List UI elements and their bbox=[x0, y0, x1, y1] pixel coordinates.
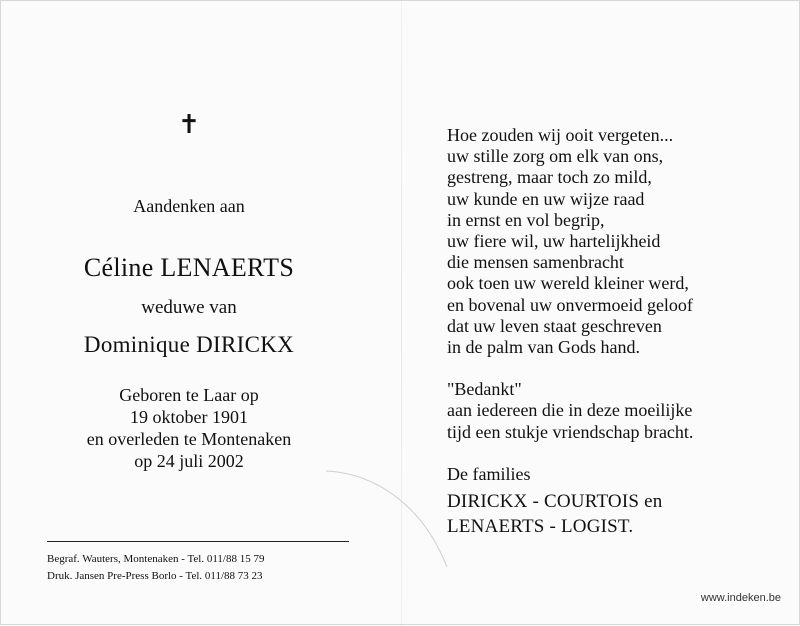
deceased-name: Céline LENAERTS bbox=[83, 253, 295, 282]
family-names: LENAERTS - LOGIST. bbox=[447, 516, 634, 538]
card-fold bbox=[401, 1, 402, 626]
poem-line: en bovenal uw onvermoeid geloof bbox=[447, 294, 693, 315]
families-intro: De families bbox=[447, 464, 531, 484]
thanks-block bbox=[447, 379, 787, 443]
poem-line: in ernst en vol begrip, bbox=[447, 209, 605, 230]
credits-line: Druk. Jansen Pre-Press Borlo - Tel. 011/88 73 23 bbox=[47, 570, 263, 582]
printer-credits bbox=[47, 551, 367, 585]
relation-text: weduwe van bbox=[141, 297, 237, 318]
dates-line: op 24 juli 2002 bbox=[134, 451, 244, 471]
right-panel bbox=[447, 125, 787, 539]
poem-line: gestreng, maar toch zo mild, bbox=[447, 167, 652, 188]
spacer bbox=[447, 443, 787, 464]
website-watermark: www.indeken.be bbox=[700, 592, 781, 604]
poem-line: uw stille zorg om elk van ons, bbox=[447, 146, 664, 167]
life-dates bbox=[29, 384, 349, 472]
spouse-name: Dominique DIRICKX bbox=[83, 332, 295, 357]
thanks-line: "Bedankt" bbox=[447, 379, 522, 400]
poem-line: Hoe zouden wij ooit vergeten... bbox=[447, 125, 674, 145]
intro-text: Aandenken aan bbox=[133, 196, 245, 216]
dates-line: 19 oktober 1901 bbox=[130, 407, 248, 427]
spacer bbox=[447, 358, 787, 379]
family-names: DIRICKX - COURTOIS en bbox=[447, 491, 663, 513]
thanks-line: aan iedereen die in deze moeilijke bbox=[447, 400, 693, 421]
dates-line: Geboren te Laar op bbox=[119, 385, 259, 405]
thanks-line: tijd een stukje vriendschap bracht. bbox=[447, 421, 694, 442]
poem bbox=[447, 125, 787, 358]
credits-line: Begraf. Wauters, Montenaken - Tel. 011/88 15 79 bbox=[47, 553, 265, 565]
dates-line: en overleden te Montenaken bbox=[86, 429, 292, 449]
poem-line: ook toen uw wereld kleiner werd, bbox=[447, 273, 689, 294]
poem-line: uw fiere wil, uw hartelijkheid bbox=[447, 230, 661, 251]
poem-line: die mensen samenbracht bbox=[447, 252, 624, 273]
poem-line: dat uw leven staat geschreven bbox=[447, 315, 662, 336]
families-block bbox=[447, 489, 787, 539]
left-panel bbox=[29, 1, 349, 626]
divider bbox=[47, 541, 349, 542]
poem-line: in de palm van Gods hand. bbox=[447, 336, 640, 357]
cross-icon: ✝ bbox=[178, 110, 200, 139]
poem-line: uw kunde en uw wijze raad bbox=[447, 188, 645, 209]
